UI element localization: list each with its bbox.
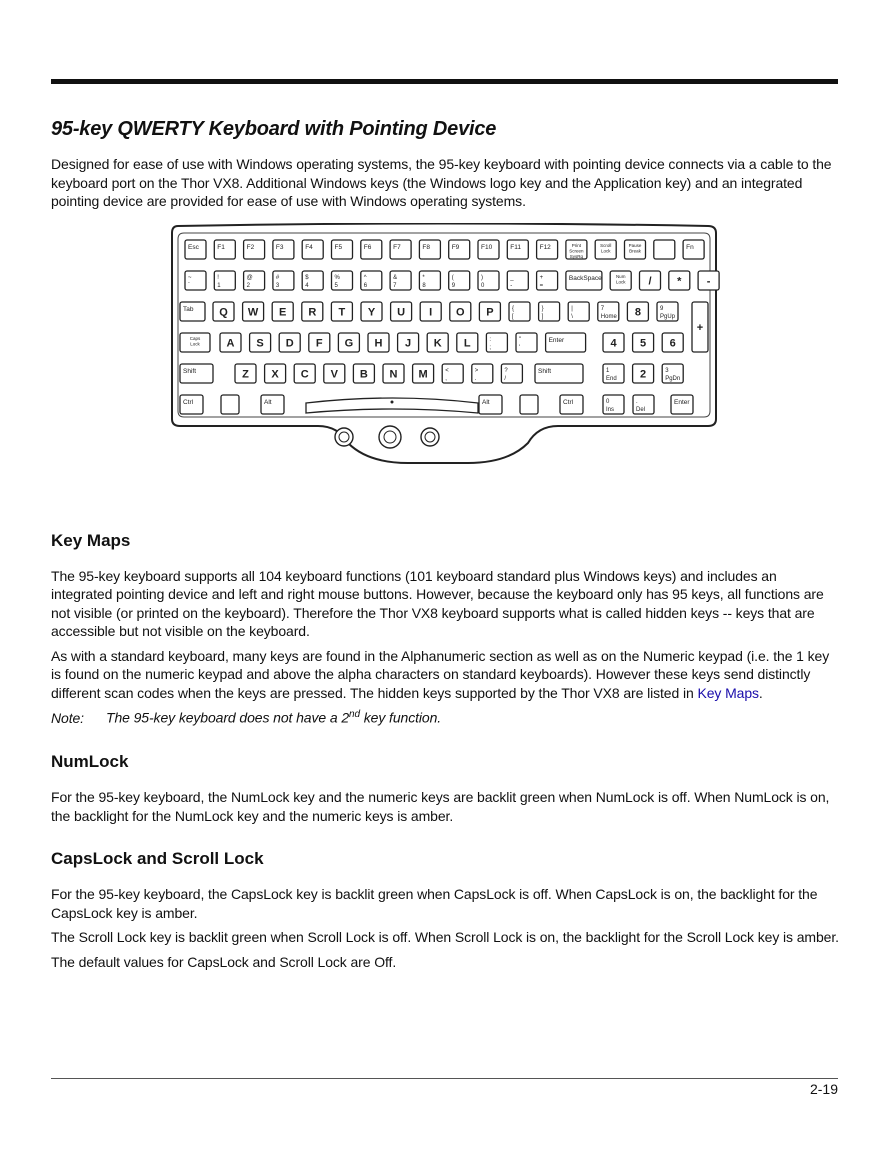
num-17-label: - bbox=[706, 275, 711, 287]
scroll-lock-paragraph: The Scroll Lock key is backlit green when Scroll Lock is off. When Scroll Lock is on, the backlight for the Scroll Lock key is amber. bbox=[51, 929, 839, 946]
a-4-label: F bbox=[315, 337, 323, 349]
q-12-label: } bbox=[541, 305, 544, 312]
q-17-label: + bbox=[696, 321, 704, 334]
fn-14-label-0: Scroll bbox=[600, 242, 612, 248]
num-9-label-2: 9 bbox=[451, 282, 456, 289]
q-12-label-2: ] bbox=[541, 313, 544, 320]
keyboard-figure bbox=[51, 223, 841, 513]
bot-8-label-2: Del bbox=[636, 406, 646, 413]
note bbox=[51, 706, 841, 727]
key-maps-paragraph-2-end: . bbox=[758, 684, 763, 701]
num-12-label-2: = bbox=[539, 282, 544, 289]
num-3-label: # bbox=[275, 274, 280, 281]
q-10-label: P bbox=[486, 306, 494, 318]
z-10-label: ? bbox=[504, 367, 508, 374]
z-13-label: 2 bbox=[640, 368, 647, 380]
bot-6-label: Ctrl bbox=[563, 398, 574, 406]
a-6-label: H bbox=[374, 337, 383, 349]
z-12-label-2: End bbox=[606, 375, 617, 382]
num-10-label-2: 0 bbox=[481, 282, 485, 289]
mouse-button-0 bbox=[335, 428, 353, 446]
q-4-label: R bbox=[308, 306, 317, 318]
num-2-label: @ bbox=[246, 274, 253, 281]
q-13-label-2: \ bbox=[571, 313, 573, 320]
num-16-label: * bbox=[677, 275, 682, 287]
q-16-label-2: PgUp bbox=[660, 313, 676, 320]
z-0-label: Shift bbox=[183, 367, 197, 375]
q-1-label: Q bbox=[219, 306, 228, 318]
num-9-label: ( bbox=[451, 274, 454, 281]
num-10-label: ) bbox=[481, 274, 483, 281]
fn-14-label-1: Lock bbox=[600, 248, 611, 253]
fn-1-label: F1 bbox=[217, 243, 225, 251]
z-3-label: C bbox=[300, 368, 309, 380]
bot-7-label-2: Ins bbox=[606, 406, 615, 413]
bot-9-label: Enter bbox=[674, 398, 690, 406]
q-8-label: I bbox=[429, 306, 433, 318]
bot-2-label: Alt bbox=[264, 398, 272, 406]
fn-7-label: F7 bbox=[393, 243, 401, 251]
z-12-label: 1 bbox=[606, 367, 610, 374]
a-11-label-2: ' bbox=[519, 344, 521, 351]
num-15-label: / bbox=[648, 275, 652, 287]
page-number: 2-19 bbox=[809, 1081, 838, 1097]
a-7-label: J bbox=[405, 337, 412, 349]
fn-13-label-1: Screen bbox=[569, 248, 584, 253]
num-14-label-0: Num bbox=[615, 273, 626, 279]
top-rule bbox=[51, 79, 838, 84]
fn-17-label: Fn bbox=[686, 243, 694, 251]
num-12-label: + bbox=[539, 274, 544, 281]
num-7-label: & bbox=[393, 274, 398, 281]
bottom-rule bbox=[51, 1078, 838, 1079]
a-10-label-2: ; bbox=[489, 344, 492, 351]
key-maps-heading: Key Maps bbox=[51, 530, 131, 550]
z-8-label: < bbox=[445, 367, 449, 374]
z-14-label: 3 bbox=[665, 367, 669, 374]
a-11-label: " bbox=[519, 336, 522, 343]
z-10-label-2: / bbox=[504, 375, 507, 382]
capslock-heading: CapsLock and Scroll Lock bbox=[51, 849, 264, 869]
fn-3-label: F3 bbox=[275, 243, 284, 251]
defaults-paragraph: The default values for CapsLock and Scroll Lock are Off. bbox=[51, 953, 397, 970]
fn-10-label: F10 bbox=[481, 243, 493, 251]
z-7-label: M bbox=[418, 368, 428, 380]
num-3-label-2: 3 bbox=[275, 282, 280, 289]
key-maps-link[interactable]: Key Maps bbox=[697, 684, 759, 701]
num-4-label: $ bbox=[305, 274, 309, 281]
a-8-label: K bbox=[433, 337, 442, 349]
note-text-a: The 95-key keyboard does not have a 2 bbox=[106, 709, 350, 726]
z-5-label: B bbox=[359, 368, 368, 380]
mouse-button-2 bbox=[421, 428, 439, 446]
fn-4-label: F4 bbox=[305, 243, 313, 251]
a-13-label: 4 bbox=[610, 337, 617, 349]
q-2-label: W bbox=[247, 306, 259, 318]
q-0-label: Tab bbox=[183, 305, 194, 313]
bot-7-label: 0 bbox=[606, 398, 610, 405]
z-1-label: Z bbox=[242, 368, 249, 380]
note-label: Note: bbox=[51, 709, 84, 726]
page-content bbox=[51, 118, 841, 971]
pointing-device bbox=[379, 426, 401, 448]
a-10-label: : bbox=[489, 336, 492, 343]
fn-12-label: F12 bbox=[539, 243, 551, 251]
a-14-label: 5 bbox=[640, 337, 647, 349]
bot-5-key bbox=[520, 395, 538, 414]
fn-0-label: Esc bbox=[188, 243, 199, 251]
num-11-label-2: - bbox=[510, 282, 513, 289]
q-6-label: Y bbox=[367, 306, 376, 318]
fn-15-label-0: Pause bbox=[628, 242, 642, 248]
num-5-label-2: 5 bbox=[334, 282, 338, 289]
q-7-label: U bbox=[397, 306, 406, 318]
note-superscript: nd bbox=[349, 709, 360, 720]
capslock-paragraph-1: For the 95-key keyboard, the CapsLock key is backlit green when CapsLock is off. When CapsLock is on, the backlight for the CapsLock key is amber. bbox=[51, 886, 818, 921]
fn-13-label-0: Print bbox=[571, 242, 582, 248]
q-11-label: { bbox=[512, 305, 515, 312]
z-11-label: Shift bbox=[538, 367, 552, 375]
num-13-label: BackSpace bbox=[568, 274, 602, 282]
a-15-label: 6 bbox=[669, 337, 676, 349]
z-8-label-2: , bbox=[445, 375, 447, 382]
fn-8-label: F8 bbox=[422, 243, 430, 251]
a-9-label: L bbox=[463, 337, 471, 349]
z-14-label-2: PgDn bbox=[665, 375, 681, 382]
num-2-label-2: 2 bbox=[246, 282, 250, 289]
z-9-label: > bbox=[474, 367, 479, 374]
fn-9-label: F9 bbox=[451, 243, 460, 251]
bot-1-key bbox=[221, 395, 239, 414]
note-text-b: key function. bbox=[359, 709, 442, 726]
fn-2-label: F2 bbox=[246, 243, 255, 251]
z-4-label: V bbox=[330, 368, 338, 380]
q-13-label: | bbox=[571, 305, 573, 312]
fn-15-label-1: Break bbox=[629, 248, 641, 253]
q-14-label: 7 bbox=[600, 305, 605, 312]
z-9-label-2: . bbox=[474, 375, 477, 382]
q-15-label: 8 bbox=[634, 306, 641, 318]
a-3-label: D bbox=[285, 337, 294, 349]
q-5-label: T bbox=[338, 306, 346, 318]
num-14-label-1: Lock bbox=[615, 279, 626, 284]
q-14-label-2: Home bbox=[600, 313, 617, 320]
bot-0-label: Ctrl bbox=[183, 398, 194, 406]
a-0-label-0: Caps bbox=[189, 335, 201, 341]
num-0-label-2: ` bbox=[188, 282, 190, 289]
num-4-label-2: 4 bbox=[305, 282, 309, 289]
num-8-label: * bbox=[422, 274, 425, 281]
intro-paragraph: Designed for ease of use with Windows operating systems, the 95-key keyboard with pointing device connects via a cable to the keyboard port on the Thor VX8. Additional Windows keys (the Windows logo key and the Application key) and an integrated pointing device are provided for ease of use with Windows operating systems. bbox=[51, 156, 832, 209]
num-6-label: ^ bbox=[363, 274, 367, 281]
num-1-label: ! bbox=[217, 274, 219, 281]
key-maps-paragraph-2 bbox=[51, 647, 841, 703]
keyboard-illustration bbox=[168, 223, 720, 466]
q-16-label: 9 bbox=[660, 305, 664, 312]
bot-8-label: . bbox=[636, 398, 638, 405]
z-6-label: N bbox=[389, 368, 398, 380]
q-9-label: O bbox=[456, 306, 465, 318]
bot-4-label: Alt bbox=[482, 398, 490, 406]
fn-13-label-2: SysRq bbox=[569, 253, 584, 259]
num-6-label-2: 6 bbox=[363, 282, 368, 289]
numlock-paragraph: For the 95-key keyboard, the NumLock key and the numeric keys are backlit green when NumLock is off. When NumLock is on, the backlight for the NumLock key and the numeric keys is amber. bbox=[51, 789, 830, 824]
page-title: 95-key QWERTY Keyboard with Pointing Device bbox=[51, 118, 497, 140]
fn-6-label: F6 bbox=[363, 243, 372, 251]
a-12-label: Enter bbox=[548, 336, 565, 344]
spacebar-dot bbox=[391, 400, 394, 403]
num-11-label: _ bbox=[510, 274, 514, 281]
num-1-label-2: 1 bbox=[217, 282, 221, 289]
q-11-label-2: [ bbox=[512, 313, 514, 320]
num-8-label-2: 8 bbox=[422, 282, 426, 289]
fn-16-key bbox=[654, 240, 675, 259]
a-5-label: G bbox=[344, 337, 354, 349]
num-5-label: % bbox=[334, 274, 340, 281]
num-7-label-2: 7 bbox=[393, 282, 397, 289]
a-2-label: S bbox=[256, 337, 264, 349]
z-2-label: X bbox=[271, 368, 279, 380]
fn-11-label: F11 bbox=[510, 243, 522, 251]
a-1-label: A bbox=[226, 337, 235, 349]
q-3-label: E bbox=[279, 306, 287, 318]
fn-5-label: F5 bbox=[334, 243, 343, 251]
key-maps-paragraph-1: The 95-key keyboard supports all 104 keyboard functions (101 keyboard standard plus Windows keys) and includes an integrated pointing device and left and right mouse buttons. However, because the keyboard only has 95 keys, all functions are not visible (or printed on the keyboard). Therefore the Thor VX8 keyboard supports what is called hidden keys -- keys that are accessible but not visible on the keyboard. bbox=[51, 567, 824, 639]
num-0-label: ~ bbox=[188, 274, 192, 281]
a-0-label-1: Lock bbox=[190, 341, 200, 346]
numlock-heading: NumLock bbox=[51, 752, 129, 772]
key-maps-paragraph-2-text: As with a standard keyboard, many keys are found in the Alphanumeric section as well as on the Numeric keypad (i.e. the 1 key is found on the numeric keypad and above the alpha characters on standard keyboards). However these keys send distinctly different scan codes when the keys are pressed. The hidden keys supported by the Thor VX8 are listed in bbox=[51, 647, 830, 701]
